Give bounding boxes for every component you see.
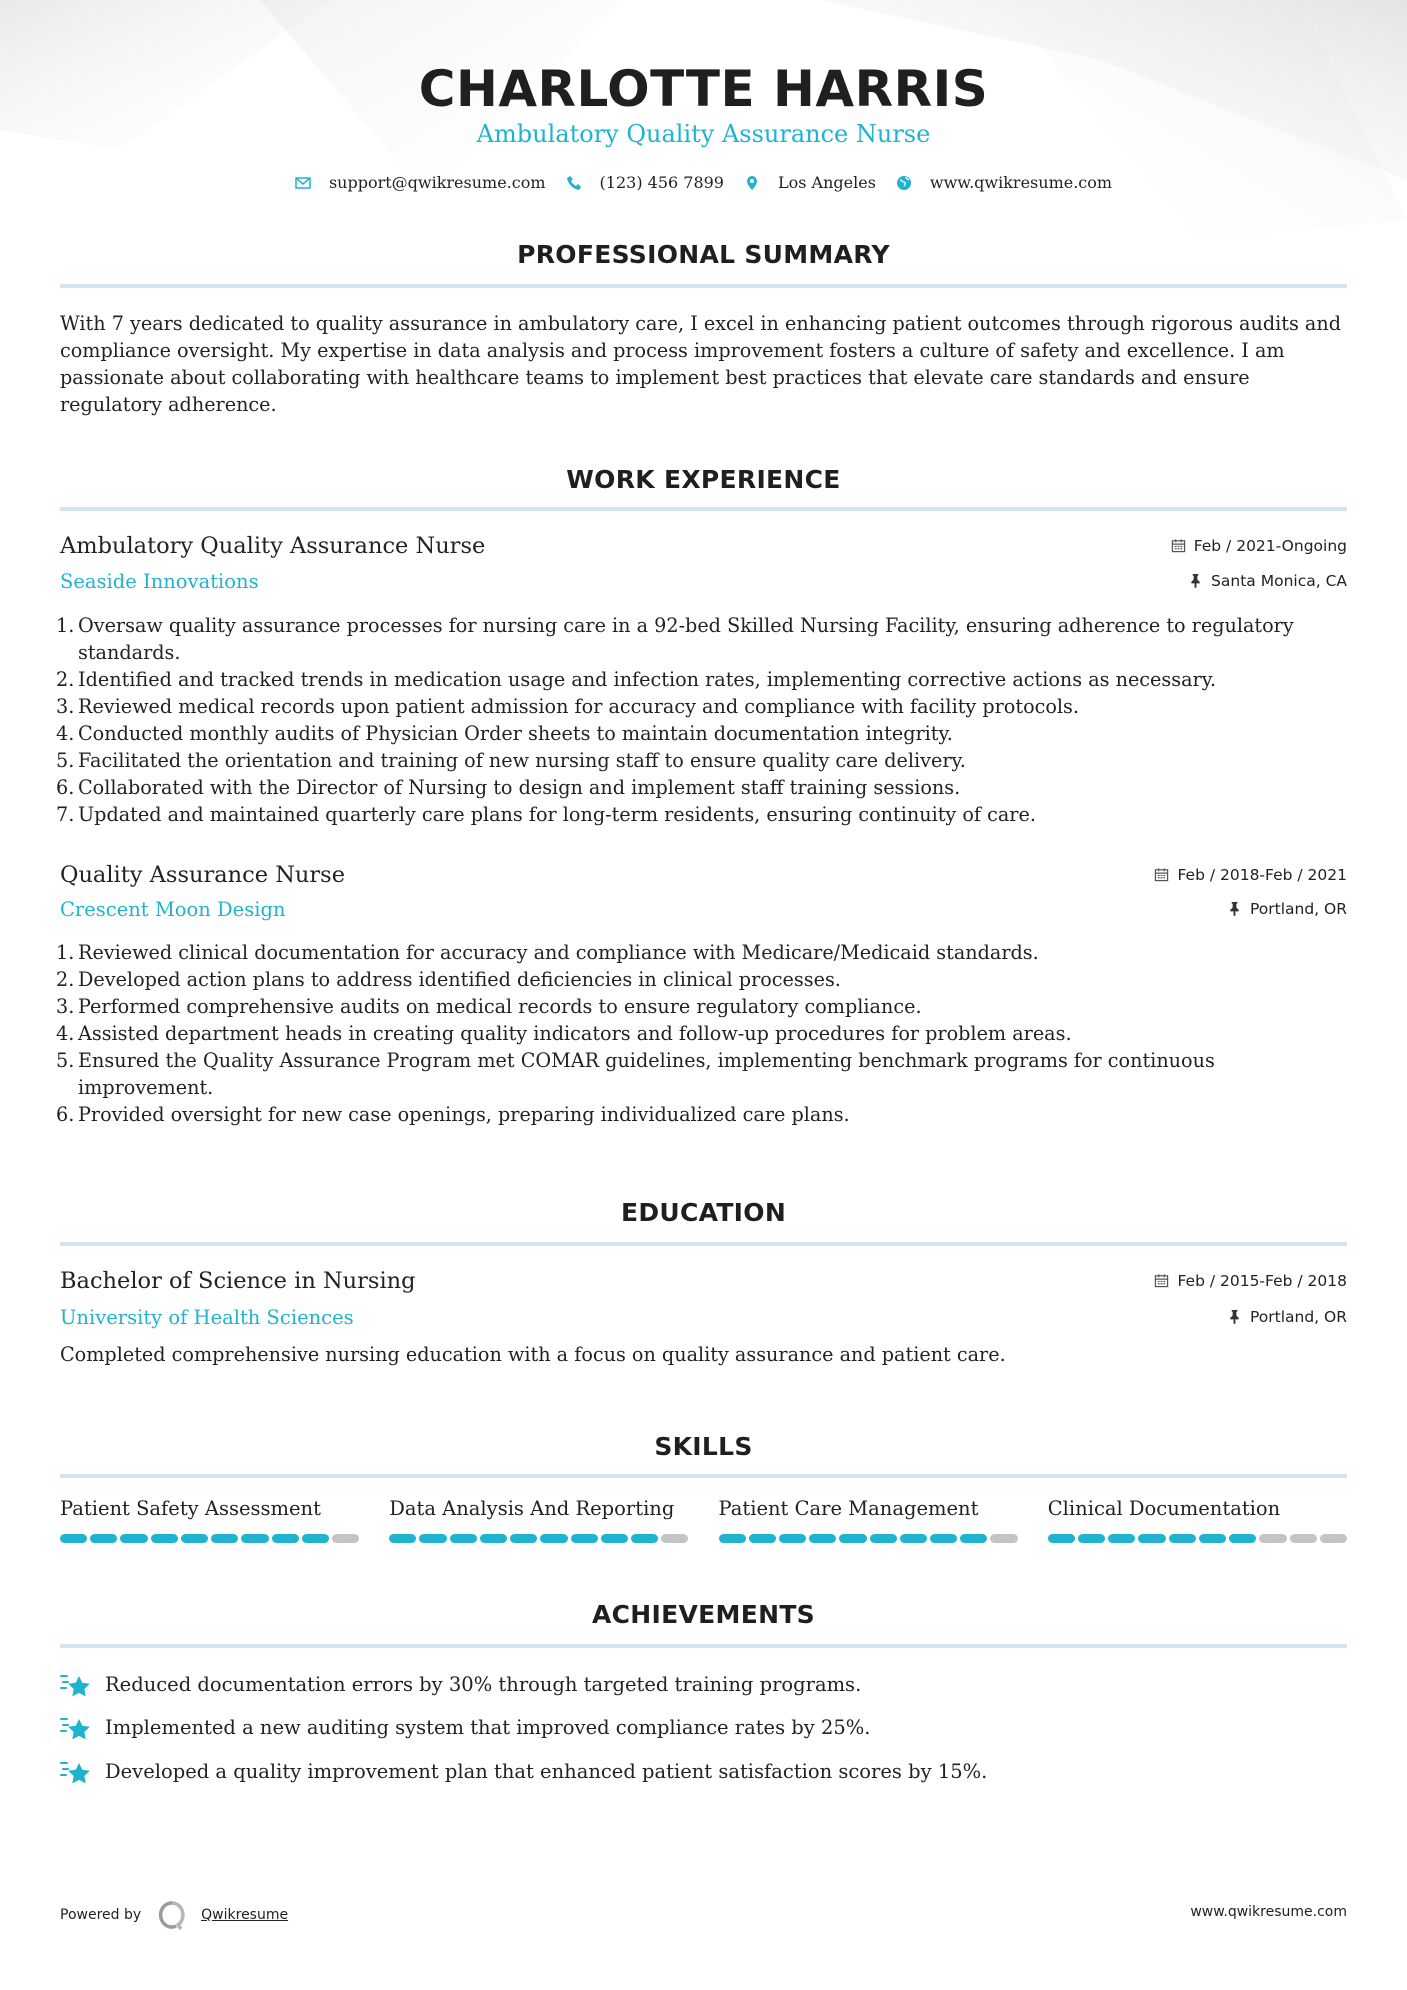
job-location [1227,900,1347,918]
summary-divider [60,284,1347,288]
job-date-text: Feb / 2021-Ongoing [1193,536,1347,555]
skill-segment-filled [749,1534,776,1543]
candidate-title: Ambulatory Quality Assurance Nurse [476,120,931,148]
star-icon [60,1757,92,1785]
item-text: Assisted department heads in creating quality indicators and follow-up procedures for problem areas. [78,1022,1072,1045]
school-name: University of Health Sciences [60,1306,354,1329]
contact-phone[interactable] [566,173,724,192]
pushpin-icon [1227,901,1242,916]
degree: Bachelor of Science in Nursing [60,1268,416,1294]
skill-segment-filled [1199,1534,1226,1543]
item-text: Oversaw quality assurance processes for nursing care in a 92-bed Skilled Nursing Facility, ensuring adherence to regulatory standards. [78,614,1294,664]
skill-segment-filled [1169,1534,1196,1543]
pushpin-icon [1227,1309,1242,1324]
contact-location [744,173,876,192]
responsibility-item [56,801,1347,828]
education-location [1227,1308,1347,1326]
skill-level-bar [389,1534,688,1543]
achievements-divider [60,1644,1347,1648]
skill-segment-filled [631,1534,658,1543]
education-date [1154,1272,1347,1290]
company-name: Seaside Innovations [60,570,259,593]
contact-email[interactable] [295,173,546,192]
responsibility-item [56,939,1347,966]
item-text: Ensured the Quality Assurance Program met COMAR guidelines, implementing benchmark programs for continuous improvement. [78,1049,1215,1099]
map-pin-icon [744,175,760,191]
skill-segment-filled [151,1534,178,1543]
job-1-responsibilities [56,612,1347,828]
skill-segment-filled [1108,1534,1135,1543]
skill-segment-empty [661,1534,688,1543]
website-text: www.qwikresume.com [929,173,1113,192]
skill-segment-filled [120,1534,147,1543]
item-text: Collaborated with the Director of Nursing to design and implement staff training sessions. [78,776,961,799]
skill-segment-filled [870,1534,897,1543]
location-text: Los Angeles [777,173,876,192]
summary-text: With 7 years dedicated to quality assurance in ambulatory care, I excel in enhancing patient outcomes through rigorous audits and compliance oversight. My expertise in data analysis and process improvement fosters a culture of safety and excellence. I am passionate about collaborating with healthcare teams to implement best practices that elevate care standards and ensure regulatory adherence. [60,312,1341,416]
skill-segment-empty [990,1534,1017,1543]
job-2-subheader [60,898,1347,921]
skills-heading: SKILLS [654,1432,753,1461]
skill-segment-filled [450,1534,477,1543]
responsibility-item [56,693,1347,720]
email-text: support@qwikresume.com [328,173,546,192]
skill-name: Clinical Documentation [1047,1497,1281,1520]
skill-segment-filled [960,1534,987,1543]
contact-website[interactable] [896,173,1112,192]
item-number: 1. [56,941,75,964]
education-header [60,1268,1347,1294]
achievement-text: Implemented a new auditing system that improved compliance rates by 25%. [105,1715,871,1739]
job-1-subheader [60,570,1347,593]
skill-segment-empty [1290,1534,1317,1543]
globe-icon [896,175,912,191]
education-description: Completed comprehensive nursing education with a focus on quality assurance and patient care. [60,1343,1006,1366]
powered-by-label: Powered by [60,1907,142,1923]
summary-heading: PROFESSIONAL SUMMARY [517,240,890,269]
envelope-icon [295,175,311,191]
skills-list [60,1497,1347,1543]
item-text: Updated and maintained quarterly care plans for long-term residents, ensuring continuity of care. [78,803,1036,826]
calendar-icon [1154,1273,1169,1288]
item-number: 2. [56,668,75,691]
skill-level-bar [1048,1534,1347,1543]
item-number: 6. [56,1103,75,1126]
item-number: 3. [56,995,75,1018]
skill-segment-filled [930,1534,957,1543]
job-title: Quality Assurance Nurse [60,862,346,888]
achievement-text: Reduced documentation errors by 30% through targeted training programs. [105,1672,862,1696]
item-number: 4. [56,722,75,745]
skill-segment-filled [809,1534,836,1543]
achievement-item [60,1670,861,1698]
star-icon [60,1713,92,1741]
job-title: Ambulatory Quality Assurance Nurse [60,533,486,559]
item-text: Provided oversight for new case openings, preparing individualized care plans. [78,1103,850,1126]
achievement-item [60,1713,871,1741]
item-number: 2. [56,968,75,991]
item-text: Facilitated the orientation and training of new nursing staff to ensure quality care delivery. [78,749,966,772]
skill-segment-filled [419,1534,446,1543]
education-divider [60,1242,1347,1246]
item-number: 5. [56,1049,75,1072]
skill-segment-filled [900,1534,927,1543]
skill-segment-filled [60,1534,87,1543]
skill-segment-filled [241,1534,268,1543]
job-date [1171,537,1347,555]
skill-item [60,1497,359,1543]
item-text: Developed action plans to address identified deficiencies in clinical processes. [78,968,841,991]
skills-divider [60,1474,1347,1478]
responsibility-item [56,747,1347,774]
job-location-text: Santa Monica, CA [1211,571,1347,590]
company-name: Crescent Moon Design [60,898,286,921]
item-text: Performed comprehensive audits on medical records to ensure regulatory compliance. [78,995,922,1018]
skill-segment-empty [1320,1534,1347,1543]
job-location-text: Portland, OR [1249,899,1347,918]
skill-segment-filled [601,1534,628,1543]
qwikresume-logo-icon [157,1900,187,1930]
item-text: Reviewed clinical documentation for accuracy and compliance with Medicare/Medicaid standards. [78,941,1039,964]
calendar-icon [1154,867,1169,882]
job-date [1154,866,1347,884]
skill-segment-filled [181,1534,208,1543]
item-text: Reviewed medical records upon patient admission for accuracy and compliance with facility protocols. [78,695,1080,718]
skill-segment-filled [211,1534,238,1543]
skill-item [1048,1497,1347,1543]
star-icon [60,1670,92,1698]
responsibility-item [56,666,1347,693]
responsibility-item [56,1047,1347,1101]
skill-name: Data Analysis And Reporting [389,1497,675,1520]
education-location-text: Portland, OR [1249,1307,1347,1326]
responsibility-item [56,612,1347,666]
skill-segment-filled [1229,1534,1256,1543]
skill-item [719,1497,1018,1543]
responsibility-item [56,966,1347,993]
skill-level-bar [60,1534,359,1543]
responsibility-item [56,1101,1347,1128]
experience-heading: WORK EXPERIENCE [566,465,841,494]
skill-segment-filled [272,1534,299,1543]
skill-segment-filled [1138,1534,1165,1543]
item-number: 4. [56,1022,75,1045]
skill-segment-empty [1259,1534,1286,1543]
education-date-text: Feb / 2015-Feb / 2018 [1177,1271,1347,1290]
skill-segment-filled [540,1534,567,1543]
skill-segment-filled [302,1534,329,1543]
item-number: 5. [56,749,75,772]
responsibility-item [56,774,1347,801]
education-heading: EDUCATION [620,1198,787,1227]
job-1-header [60,533,1347,559]
skill-segment-filled [510,1534,537,1543]
achievements-heading: ACHIEVEMENTS [592,1600,815,1629]
item-number: 7. [56,803,75,826]
item-number: 3. [56,695,75,718]
achievement-text: Developed a quality improvement plan that enhanced patient satisfaction scores by 15%. [105,1759,988,1783]
item-text: Conducted monthly audits of Physician Order sheets to maintain documentation integrity. [78,722,953,745]
responsibility-item [56,720,1347,747]
job-location [1188,572,1347,590]
phone-text: (123) 456 7899 [599,173,724,192]
qwikresume-link[interactable]: Qwikresume [201,1907,289,1923]
phone-icon [566,175,582,191]
skill-segment-filled [90,1534,117,1543]
job-2-header [60,862,1347,888]
skill-item [389,1497,688,1543]
achievement-item [60,1757,987,1785]
skill-segment-empty [332,1534,359,1543]
skill-name: Patient Care Management [718,1497,979,1520]
skill-segment-filled [1048,1534,1075,1543]
item-text: Identified and tracked trends in medication usage and infection rates, implementing corrective actions as necessary. [78,668,1217,691]
item-number: 1. [56,614,75,637]
candidate-name: CHARLOTTE HARRIS [418,60,989,118]
job-date-text: Feb / 2018-Feb / 2021 [1177,865,1347,884]
skill-level-bar [719,1534,1018,1543]
pushpin-icon [1188,573,1203,588]
footer-powered-by [60,1900,288,1930]
footer-website[interactable]: www.qwikresume.com [1190,1904,1347,1920]
skill-segment-filled [480,1534,507,1543]
experience-divider [60,507,1347,511]
skill-segment-filled [719,1534,746,1543]
contact-bar [0,173,1407,192]
skill-segment-filled [839,1534,866,1543]
skill-name: Patient Safety Assessment [60,1497,321,1520]
responsibility-item [56,993,1347,1020]
skill-segment-filled [779,1534,806,1543]
education-subheader [60,1306,1347,1329]
calendar-icon [1171,538,1186,553]
job-2-responsibilities [56,939,1347,1128]
skill-segment-filled [389,1534,416,1543]
skill-segment-filled [571,1534,598,1543]
skill-segment-filled [1078,1534,1105,1543]
responsibility-item [56,1020,1347,1047]
item-number: 6. [56,776,75,799]
